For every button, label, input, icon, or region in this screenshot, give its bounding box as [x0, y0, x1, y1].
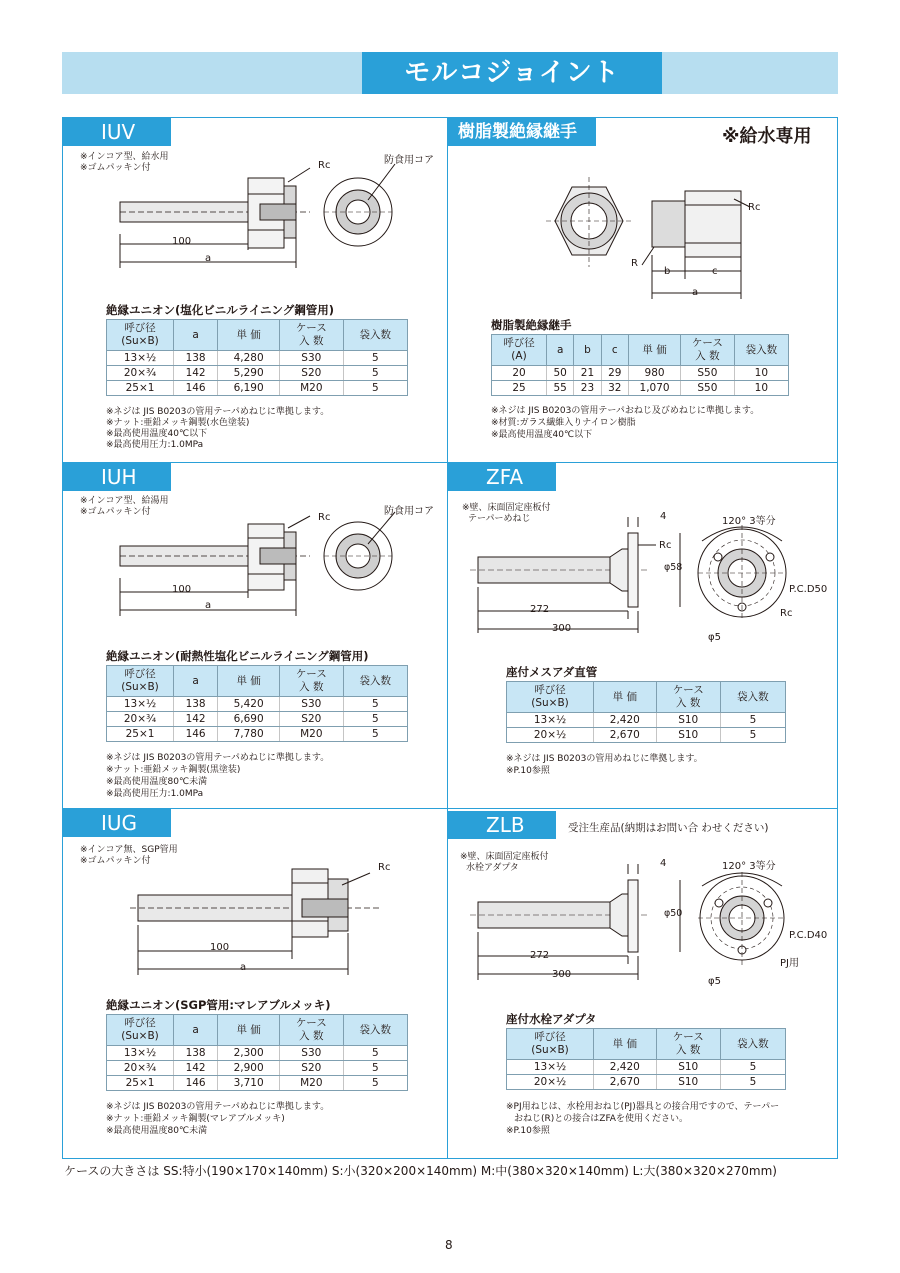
table-cell: 4,280 [218, 351, 280, 366]
col-header: 呼び径 (Su×B) [107, 1015, 174, 1046]
label-rc: Rc [318, 512, 331, 523]
col-header: 呼び径 (Su×B) [107, 666, 174, 697]
table-cell: 13×½ [107, 351, 174, 366]
zlb-price-table [506, 1028, 786, 1090]
jushi-price-table [491, 334, 789, 396]
col-header: 袋入数 [734, 335, 788, 366]
col-header: 呼び径 (Su×B) [507, 682, 594, 713]
section-heading: 絶縁ユニオン(耐熱性塩化ビニルライニング鋼管用) [106, 649, 369, 663]
table-cell: 146 [174, 727, 218, 742]
table-cell: 142 [174, 1061, 218, 1076]
col-header: ケース 入 数 [280, 666, 344, 697]
row-divider [63, 808, 837, 809]
table-cell: 23 [574, 381, 601, 396]
table-cell: 13×½ [507, 713, 594, 728]
col-header: ケース 入 数 [280, 1015, 344, 1046]
table-cell: 5 [343, 727, 407, 742]
table-cell: 2,420 [594, 713, 657, 728]
table-cell: 3,710 [218, 1076, 280, 1091]
table-cell: 146 [174, 1076, 218, 1091]
col-header: a [174, 666, 218, 697]
footnote: ※ナット:亜鉛メッキ鋼製(水色塗装) [106, 418, 250, 428]
table-cell: 13×½ [107, 697, 174, 712]
table-cell: 2,670 [594, 1075, 657, 1090]
dim-100: 100 [172, 584, 192, 595]
table-cell: S50 [681, 366, 735, 381]
footnote: ※材質:ガラス繊維入りナイロン樹脂 [491, 418, 636, 428]
table-row [107, 366, 408, 381]
table-row [107, 1061, 408, 1076]
table-row [107, 697, 408, 712]
table-cell: M20 [280, 381, 344, 396]
pcd-label: P.C.D40 [789, 930, 828, 941]
table-cell: 5 [720, 1075, 785, 1090]
table-cell: 50 [547, 366, 574, 381]
col-header: 袋入数 [720, 682, 785, 713]
table-row [107, 727, 408, 742]
footnote: ※ナット:亜鉛メッキ鋼製(マレアブルメッキ) [106, 1114, 285, 1124]
dim-a: a [205, 600, 212, 611]
tab-iug: IUG [63, 809, 171, 837]
zfa-price-table [506, 681, 786, 743]
table-cell: 980 [628, 366, 680, 381]
table-row [107, 712, 408, 727]
col-header: a [174, 1015, 218, 1046]
table-cell: 25 [492, 381, 547, 396]
page-title: モルコジョイント [362, 52, 662, 94]
col-header: ケース 入 数 [656, 1029, 720, 1060]
dim-phi58: φ58 [664, 562, 683, 573]
table-cell: 2,420 [594, 1060, 657, 1075]
col-header: c [601, 335, 628, 366]
table-row [507, 713, 786, 728]
label-rc: Rc [318, 160, 331, 171]
dim-c: c [712, 266, 718, 277]
col-header: b [574, 335, 601, 366]
table-cell: 142 [174, 712, 218, 727]
footnote: ※最高使用温度80℃未満 [106, 1126, 208, 1136]
col-header: ケース 入 数 [681, 335, 735, 366]
tab-iuh: IUH [63, 463, 171, 491]
iuv-union-drawing [110, 150, 450, 280]
note: ※ゴムパッキン付 [80, 856, 151, 866]
table-cell: 142 [174, 366, 218, 381]
tab-zfa: ZFA [448, 463, 556, 491]
dim-4: 4 [660, 511, 667, 522]
table-cell: S10 [656, 728, 720, 743]
table-cell: 10 [734, 366, 788, 381]
table-cell: 55 [547, 381, 574, 396]
tab-zlb: ZLB [448, 811, 556, 839]
footnote: ※ネジは JIS B0203の管用めねじに準拠します。 [506, 754, 703, 764]
footnote: ※ネジは JIS B0203の管用テーパおねじ及びめねじに準拠します。 [491, 406, 760, 416]
table-cell: 5 [720, 1060, 785, 1075]
table-cell: 2,900 [218, 1061, 280, 1076]
tab-iuv: IUV [63, 118, 171, 146]
note: 水栓アダプタ [466, 863, 519, 873]
col-header: 単 価 [594, 682, 657, 713]
table-cell: 2,670 [594, 728, 657, 743]
col-header: 呼び径 (Su×B) [507, 1029, 594, 1060]
table-cell: 5 [343, 712, 407, 727]
col-header: 袋入数 [720, 1029, 785, 1060]
case-size-footer: ケースの大きさは SS:特小(190×170×140mm) S:小(320×200×140mm) M:中(380×320×140mm) L:大(380×320×270mm) [64, 1164, 777, 1178]
footnote: ※最高使用温度40℃以下 [491, 430, 593, 440]
table-cell: 13×½ [507, 1060, 594, 1075]
footnote: ※P.10参照 [506, 766, 550, 776]
table-cell: M20 [280, 727, 344, 742]
col-header: 単 価 [218, 666, 280, 697]
table-cell: M20 [280, 1076, 344, 1091]
table-cell: 20×¾ [107, 366, 174, 381]
iuv-price-table [106, 319, 408, 396]
dim-300: 300 [552, 969, 572, 980]
table-cell: 21 [574, 366, 601, 381]
note: ※インコア型、給水用 [80, 152, 169, 162]
table-row [492, 381, 789, 396]
col-header: a [547, 335, 574, 366]
footnote: ※最高使用温度40℃以下 [106, 429, 208, 439]
dim-a: a [205, 253, 212, 264]
table-row [107, 351, 408, 366]
table-cell: 20 [492, 366, 547, 381]
col-header: 呼び径 (A) [492, 335, 547, 366]
made-to-order-label: 受注生産品(納期はお問い合 わせください) [568, 822, 769, 834]
table-cell: 5 [720, 713, 785, 728]
iuh-union-drawing [110, 500, 450, 630]
section-heading: 座付メスアダ直管 [506, 665, 598, 679]
dim-a: a [692, 287, 699, 298]
table-cell: 20×¾ [107, 712, 174, 727]
footnote: ※ナット:亜鉛メッキ鋼製(黒塗装) [106, 765, 241, 775]
iuh-price-table [106, 665, 408, 742]
label-rc2: Rc [780, 608, 793, 619]
table-cell: 10 [734, 381, 788, 396]
dim-4: 4 [660, 858, 667, 869]
tab-jushi: 樹脂製絶縁継手 [448, 118, 596, 146]
col-header: ケース 入 数 [656, 682, 720, 713]
note: ※インコア無、SGP管用 [80, 845, 178, 855]
col-header: 単 価 [628, 335, 680, 366]
col-header: 単 価 [218, 1015, 280, 1046]
section-heading: 座付水栓アダプタ [506, 1012, 597, 1026]
note: ※ゴムパッキン付 [80, 507, 151, 517]
col-header: ケース 入 数 [280, 320, 344, 351]
table-cell: S30 [280, 697, 344, 712]
footnote: おねじ(R)との接合はZFAを使用ください。 [514, 1114, 688, 1124]
table-cell: 32 [601, 381, 628, 396]
note: ※壁、床面固定座板付 [462, 503, 551, 513]
table-cell: 5 [343, 366, 407, 381]
footnote: ※PJ用ねじは、水栓用おねじ(PJ)器具との接合用ですので、テーパー [506, 1102, 780, 1112]
zlb-adapter-drawing [470, 862, 830, 997]
table-cell: 25×1 [107, 727, 174, 742]
angle-label: 120° 3等分 [722, 516, 776, 527]
table-cell: S20 [280, 366, 344, 381]
table-cell: 6,690 [218, 712, 280, 727]
footnote: ※ネジは JIS B0203の管用テーパめねじに準拠します。 [106, 1102, 330, 1112]
footnote: ※P.10参照 [506, 1126, 550, 1136]
label-core: 防食用コア [384, 506, 434, 517]
col-header: 単 価 [594, 1029, 657, 1060]
table-cell: 5 [343, 381, 407, 396]
title-banner [62, 52, 838, 94]
note: ※ゴムパッキン付 [80, 163, 151, 173]
dim-272: 272 [530, 950, 550, 961]
table-cell: 20×½ [507, 1075, 594, 1090]
section-heading: 絶縁ユニオン(SGP管用:マレアブルメッキ) [106, 998, 331, 1012]
table-cell: S10 [656, 713, 720, 728]
dim-phi5: φ5 [708, 632, 721, 643]
footnote: ※ネジは JIS B0203の管用テーパめねじに準拠します。 [106, 753, 330, 763]
table-row [507, 728, 786, 743]
section-heading: 絶縁ユニオン(塩化ビニルライニング鋼管用) [106, 303, 334, 317]
table-cell: 20×¾ [107, 1061, 174, 1076]
table-cell: S30 [280, 1046, 344, 1061]
table-cell: 6,190 [218, 381, 280, 396]
table-cell: 5 [343, 1061, 407, 1076]
section-heading: 樹脂製絶縁継手 [491, 318, 572, 332]
col-header: a [174, 320, 218, 351]
dim-phi50: φ50 [664, 908, 683, 919]
dim-a: a [240, 962, 247, 973]
table-cell: S20 [280, 1061, 344, 1076]
table-cell: 1,070 [628, 381, 680, 396]
note: テーパーめねじ [468, 514, 531, 524]
table-cell: 5,290 [218, 366, 280, 381]
angle-label: 120° 3等分 [722, 861, 776, 872]
table-cell: 138 [174, 351, 218, 366]
table-row [107, 1076, 408, 1091]
pj-label: PJ用 [780, 958, 799, 969]
table-row [107, 381, 408, 396]
table-cell: 5 [343, 697, 407, 712]
table-cell: 7,780 [218, 727, 280, 742]
dim-100: 100 [172, 236, 192, 247]
col-header: 袋入数 [343, 1015, 407, 1046]
table-cell: 5 [343, 351, 407, 366]
col-header: 袋入数 [343, 666, 407, 697]
zfa-adapter-drawing [470, 515, 830, 650]
water-supply-label: ※給水専用 [722, 126, 812, 147]
table-cell: 5 [343, 1046, 407, 1061]
table-cell: 138 [174, 1046, 218, 1061]
table-cell: S30 [280, 351, 344, 366]
table-row [107, 1046, 408, 1061]
table-cell: S10 [656, 1060, 720, 1075]
col-header: 単 価 [218, 320, 280, 351]
table-cell: 29 [601, 366, 628, 381]
label-core: 防食用コア [384, 155, 434, 166]
note: ※インコア型、給湯用 [80, 496, 169, 506]
page-number: 8 [445, 1238, 453, 1252]
table-cell: S50 [681, 381, 735, 396]
footnote: ※最高使用温度80℃未満 [106, 777, 208, 787]
dim-272: 272 [530, 604, 550, 615]
footnote: ※ネジは JIS B0203の管用テーパめねじに準拠します。 [106, 407, 330, 417]
footnote: ※最高使用圧力:1.0MPa [106, 440, 204, 450]
label-rc: Rc [378, 862, 391, 873]
table-cell: 13×½ [107, 1046, 174, 1061]
table-cell: S10 [656, 1075, 720, 1090]
table-row [507, 1075, 786, 1090]
dim-phi5: φ5 [708, 976, 721, 987]
table-cell: 146 [174, 381, 218, 396]
dim-b: b [664, 266, 671, 277]
label-rc: Rc [659, 540, 672, 551]
iug-price-table [106, 1014, 408, 1091]
label-rc: Rc [748, 202, 761, 213]
pcd-label: P.C.D50 [789, 584, 828, 595]
table-cell: 5 [720, 728, 785, 743]
table-cell: 5 [343, 1076, 407, 1091]
table-cell: 138 [174, 697, 218, 712]
label-r: R [631, 258, 638, 269]
table-cell: 25×1 [107, 1076, 174, 1091]
col-header: 袋入数 [343, 320, 407, 351]
table-cell: 20×½ [507, 728, 594, 743]
table-cell: 5,420 [218, 697, 280, 712]
footnote: ※最高使用圧力:1.0MPa [106, 789, 204, 799]
table-row [492, 366, 789, 381]
table-cell: S20 [280, 712, 344, 727]
col-header: 呼び径 (Su×B) [107, 320, 174, 351]
table-cell: 25×1 [107, 381, 174, 396]
table-row [507, 1060, 786, 1075]
dim-300: 300 [552, 623, 572, 634]
dim-100: 100 [210, 942, 230, 953]
jushi-fitting-drawing [520, 175, 780, 305]
iug-union-drawing [130, 855, 390, 985]
table-cell: 2,300 [218, 1046, 280, 1061]
note: ※壁、床面固定座板付 [460, 852, 549, 862]
